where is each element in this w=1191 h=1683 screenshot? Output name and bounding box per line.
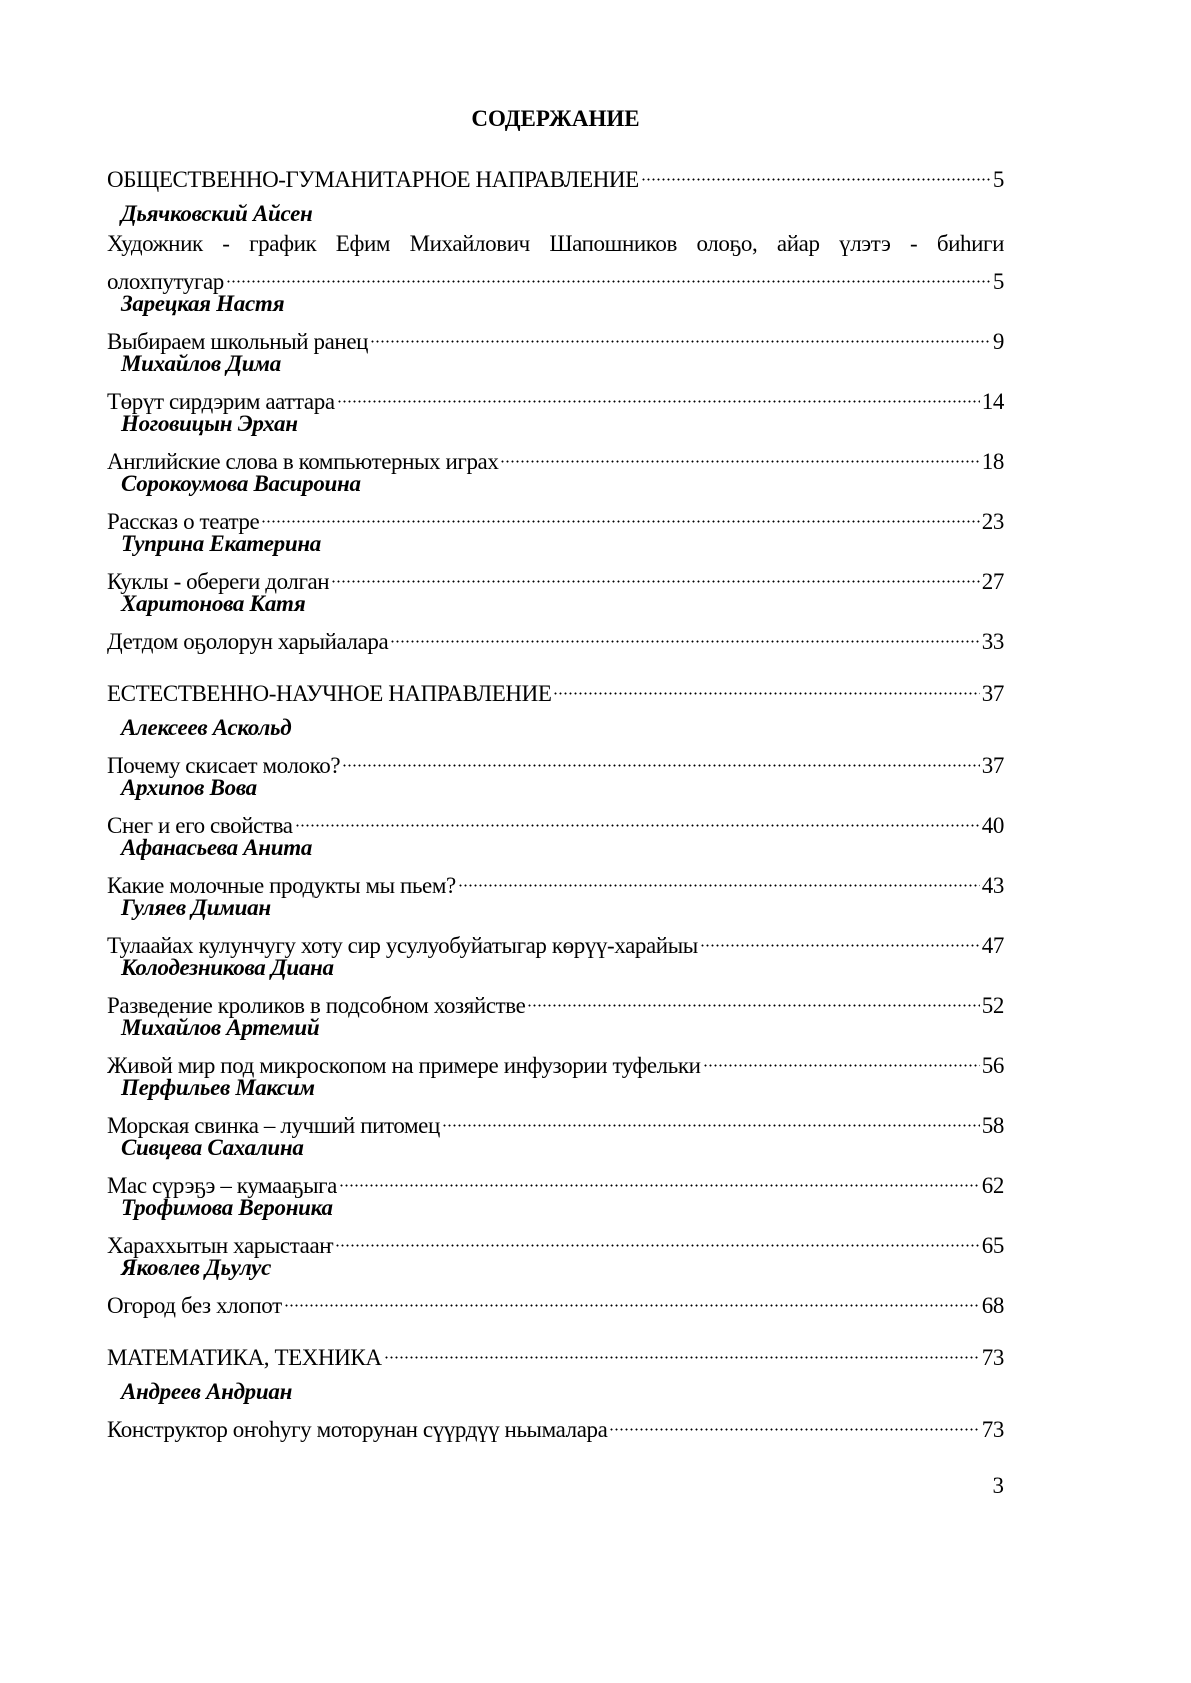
dot-leader xyxy=(295,803,980,833)
entry-page: 37 xyxy=(981,753,1004,778)
entry-title: Тулаайах кулунчугу хоту сир усулуобуйатыгар көрүү-харайыы xyxy=(107,933,698,958)
dot-leader xyxy=(703,1043,980,1073)
entry-page: 43 xyxy=(981,873,1004,898)
section-heading[interactable] xyxy=(107,157,1004,192)
entry-title: Морская свинка – лучший питомец xyxy=(107,1113,440,1138)
section-heading[interactable] xyxy=(107,671,1004,706)
page-title: СОДЕРЖАНИЕ xyxy=(471,106,640,131)
toc-entry[interactable] xyxy=(107,1163,1004,1198)
toc-entry[interactable] xyxy=(107,1103,1004,1138)
dot-leader xyxy=(284,1283,980,1313)
entry-page: 68 xyxy=(981,1293,1004,1318)
entry-author: Михайлов Артемий xyxy=(121,1015,320,1040)
entry-author: Сорокоумова Васироина xyxy=(121,471,361,496)
page-number: 3 xyxy=(992,1473,1004,1498)
toc-entry[interactable] xyxy=(107,1223,1004,1258)
entry-title: Живой мир под микроскопом на примере инфузории туфельки xyxy=(107,1053,701,1078)
dot-leader xyxy=(331,559,980,589)
entry-author: Архипов Вова xyxy=(121,775,257,800)
dot-leader xyxy=(458,863,980,893)
entry-page: 65 xyxy=(981,1233,1004,1258)
section-heading[interactable] xyxy=(107,1335,1004,1370)
entry-page: 73 xyxy=(981,1345,1004,1370)
entry-title: Рассказ о театре xyxy=(107,509,260,534)
toc-entry[interactable] xyxy=(107,1283,1004,1318)
entry-title: Мас сүрэҕэ – кумааҕыга xyxy=(107,1173,337,1198)
entry-title: Снег и его свойства xyxy=(107,813,293,838)
toc-entry[interactable] xyxy=(107,439,1004,474)
dot-leader xyxy=(335,1223,980,1253)
toc-entry[interactable] xyxy=(107,803,1004,838)
dot-leader xyxy=(337,379,980,409)
dot-leader xyxy=(641,157,991,187)
entry-author: Туприна Екатерина xyxy=(121,531,321,556)
entry-author: Яковлев Дьулус xyxy=(121,1255,271,1280)
dot-leader xyxy=(342,743,980,773)
entry-author: Колодезникова Диана xyxy=(121,955,334,980)
dot-leader xyxy=(527,983,979,1013)
entry-title: Хараххытын харыстааҥ xyxy=(107,1233,334,1258)
entry-page: 58 xyxy=(981,1113,1004,1138)
toc-entry[interactable] xyxy=(107,923,1004,958)
dot-leader xyxy=(370,319,991,349)
dot-leader xyxy=(339,1163,980,1193)
entry-page: 73 xyxy=(981,1417,1004,1442)
dot-leader xyxy=(384,1335,980,1365)
entry-author: Зарецкая Настя xyxy=(121,291,285,316)
toc-entry[interactable] xyxy=(107,619,1004,654)
entry-author: Харитонова Катя xyxy=(121,591,306,616)
entry-title: ОБЩЕСТВЕННО-ГУМАНИТАРНОЕ НАПРАВЛЕНИЕ xyxy=(107,167,639,192)
entry-title: ЕСТЕСТВЕННО-НАУЧНОЕ НАПРАВЛЕНИЕ xyxy=(107,681,552,706)
toc-entry[interactable] xyxy=(107,1043,1004,1078)
entry-page: 40 xyxy=(981,813,1004,838)
entry-title: Детдом оҕолорун харыйалара xyxy=(107,629,389,654)
entry-page: 33 xyxy=(981,629,1004,654)
entry-page: 62 xyxy=(981,1173,1004,1198)
entry-page: 37 xyxy=(981,681,1004,706)
entry-page: 5 xyxy=(992,269,1004,294)
toc-entry[interactable] xyxy=(107,983,1004,1018)
toc-entry[interactable] xyxy=(107,319,1004,354)
entry-title: Куклы - обереги долган xyxy=(107,569,330,594)
entry-title: Конструктор оҥоһугу моторунан сүүрдүү ньымалара xyxy=(107,1417,608,1442)
toc-entry[interactable] xyxy=(107,863,1004,898)
dot-leader xyxy=(442,1103,980,1133)
entry-title: Какие молочные продукты мы пьем? xyxy=(107,873,456,898)
entry-page: 9 xyxy=(992,329,1004,354)
entry-page: 27 xyxy=(981,569,1004,594)
dot-leader xyxy=(390,619,979,649)
entry-page: 47 xyxy=(981,933,1004,958)
dot-leader xyxy=(226,259,991,289)
entry-page: 5 xyxy=(992,167,1004,192)
dot-leader xyxy=(500,439,979,469)
toc-entry[interactable] xyxy=(107,743,1004,778)
entry-author: Андреев Андриан xyxy=(121,1379,293,1404)
dot-leader xyxy=(261,499,979,529)
entry-title-line: Художник - график Ефим Михайлович Шапошников олоҕо, айар үлэтэ - биһиги xyxy=(107,231,1004,256)
entry-page: 14 xyxy=(981,389,1004,414)
entry-title: Разведение кроликов в подсобном хозяйстве xyxy=(107,993,526,1018)
toc-section xyxy=(107,1335,1004,1442)
entry-title: Выбираем школьный ранец xyxy=(107,329,369,354)
entry-author: Гуляев Димиан xyxy=(121,895,271,920)
toc-entry[interactable] xyxy=(107,559,1004,594)
toc-entry[interactable] xyxy=(107,499,1004,534)
entry-title: Огород без хлопот xyxy=(107,1293,282,1318)
toc-entry[interactable] xyxy=(107,379,1004,414)
toc-entry[interactable] xyxy=(107,1407,1004,1442)
toc-section xyxy=(107,157,1004,654)
entry-page: 18 xyxy=(981,449,1004,474)
toc-section xyxy=(107,671,1004,1318)
entry-title: Төрүт сирдэрим ааттара xyxy=(107,389,335,414)
entry-author: Сивцева Сахалина xyxy=(121,1135,304,1160)
entry-author: Дьячковский Айсен xyxy=(121,201,313,226)
entry-title: олохпутугар xyxy=(107,269,224,294)
entry-page: 56 xyxy=(981,1053,1004,1078)
entry-title: МАТЕМАТИКА, ТЕХНИКА xyxy=(107,1345,382,1370)
entry-title: Почему скисает молоко? xyxy=(107,753,341,778)
entry-author: Афанасьева Анита xyxy=(121,835,313,860)
entry-title: Английские слова в компьютерных играх xyxy=(107,449,499,474)
dot-leader xyxy=(700,923,980,953)
entry-author: Алексеев Аскольд xyxy=(121,715,292,740)
entry-author: Перфильев Максим xyxy=(121,1075,315,1100)
toc-entry[interactable] xyxy=(107,259,1004,294)
entry-page: 23 xyxy=(981,509,1004,534)
entry-author: Трофимова Вероника xyxy=(121,1195,333,1220)
table-of-contents xyxy=(107,157,1004,1442)
entry-author: Ноговицын Эрхан xyxy=(121,411,298,436)
entry-author: Михайлов Дима xyxy=(121,351,281,376)
dot-leader xyxy=(609,1407,979,1437)
entry-page: 52 xyxy=(981,993,1004,1018)
dot-leader xyxy=(553,671,979,701)
